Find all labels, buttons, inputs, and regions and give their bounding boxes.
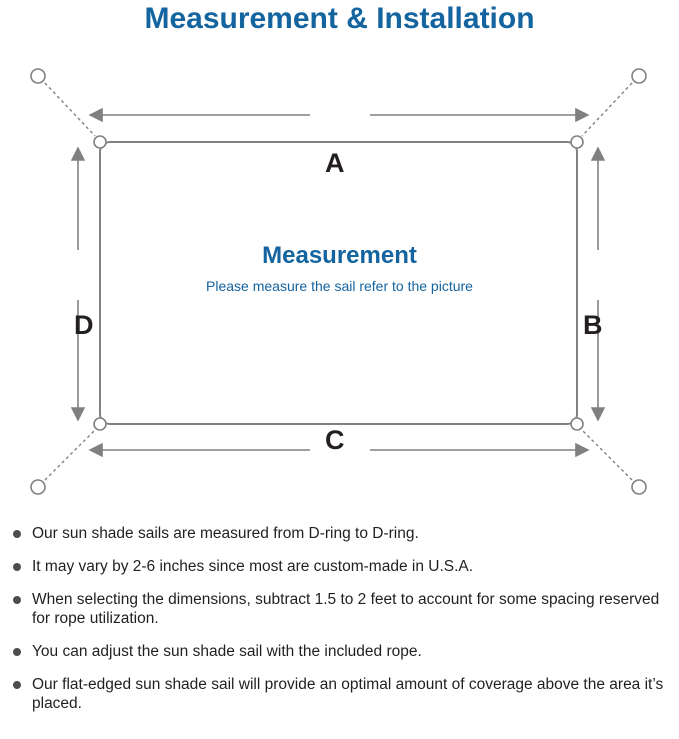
d-ring-top-left: [94, 136, 106, 148]
list-item: [0, 524, 679, 543]
dimension-label-a: A: [325, 148, 345, 178]
bullet-icon: [13, 530, 21, 538]
note-text: It may vary by 2-6 inches since most are custom-made in U.S.A.: [32, 558, 474, 575]
rope-bottom-right: [582, 430, 632, 480]
bullet-icon: [13, 681, 21, 689]
note-text: Our sun shade sails are measured from D-ring to D-ring.: [32, 525, 419, 542]
d-ring-bottom-left: [94, 418, 106, 430]
list-item: [0, 557, 679, 576]
notes-list: [0, 524, 679, 727]
anchor-point-top-left: [31, 69, 45, 83]
bullet-icon: [13, 563, 21, 571]
anchor-point-bottom-right: [632, 480, 646, 494]
list-item: [0, 590, 679, 628]
dimension-label-c: C: [325, 425, 345, 455]
sail-measurement-diagram: [0, 50, 679, 520]
rope-bottom-left: [45, 430, 95, 480]
bullet-icon: [13, 596, 21, 604]
rope-top-left: [45, 83, 95, 136]
note-text: Our flat-edged sun shade sail will provide an optimal amount of coverage above the area it’s placed.: [32, 676, 664, 712]
sail-center-label: Measurement: [262, 242, 417, 269]
sail-center-sublabel: Please measure the sail refer to the picture: [206, 278, 473, 294]
anchor-point-bottom-left: [31, 480, 45, 494]
anchor-point-top-right: [632, 69, 646, 83]
note-text: When selecting the dimensions, subtract 1.5 to 2 feet to account for some spacing reserved for rope utilization.: [32, 591, 660, 627]
note-text: You can adjust the sun shade sail with the included rope.: [32, 643, 422, 660]
dimension-label-b: B: [583, 310, 603, 340]
list-item: [0, 675, 679, 713]
dimension-label-d: D: [74, 310, 94, 340]
d-ring-top-right: [571, 136, 583, 148]
bullet-icon: [13, 648, 21, 656]
rope-top-right: [582, 83, 632, 136]
list-item: [0, 642, 679, 661]
page-title: Measurement & Installation: [144, 2, 535, 35]
d-ring-bottom-right: [571, 418, 583, 430]
